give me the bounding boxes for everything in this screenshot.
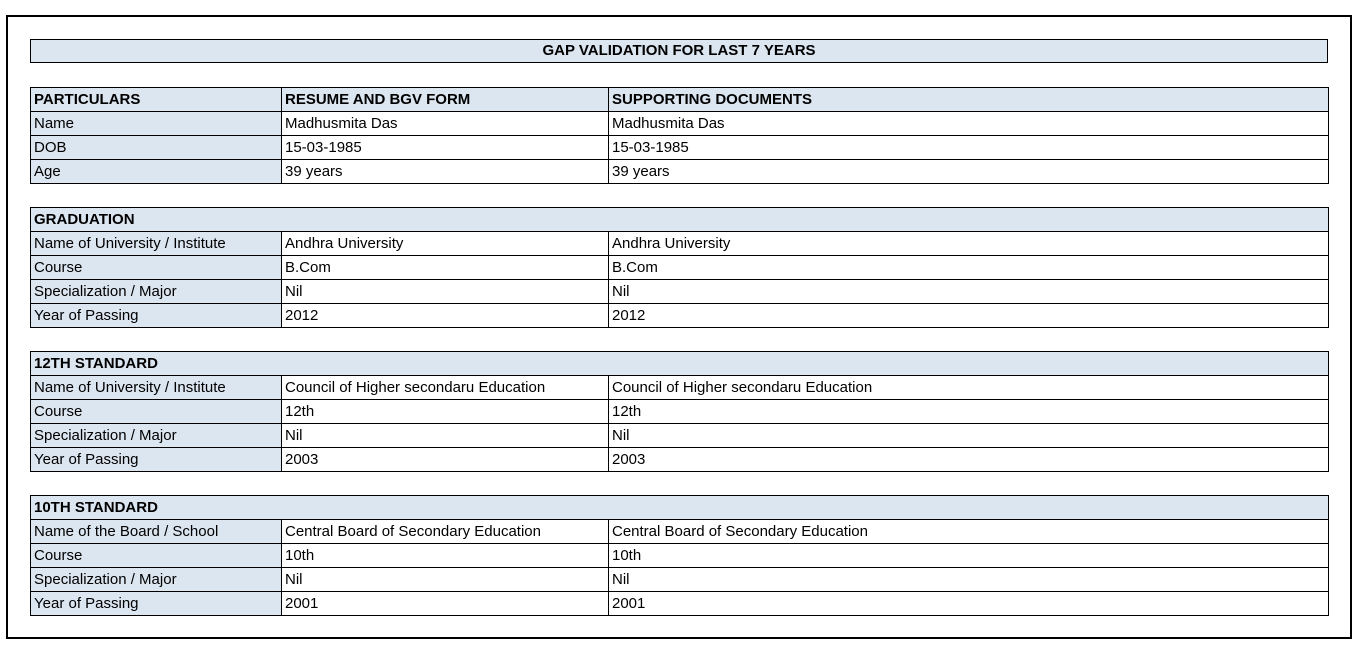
- docs-value: 2003: [609, 448, 1329, 472]
- section-heading-row: [31, 208, 1329, 232]
- docs-value: Council of Higher secondaru Education: [609, 376, 1329, 400]
- row-label: Specialization / Major: [31, 568, 282, 592]
- row-label: Name: [31, 112, 282, 136]
- row-label: Course: [31, 400, 282, 424]
- resume-value: 2012: [282, 304, 609, 328]
- row-label: Name of University / Institute: [31, 232, 282, 256]
- section-heading-row: [31, 352, 1329, 376]
- resume-value: 2003: [282, 448, 609, 472]
- resume-value: Andhra University: [282, 232, 609, 256]
- resume-value: Nil: [282, 280, 609, 304]
- table-row: [31, 448, 1329, 472]
- header-resume-bgv: RESUME AND BGV FORM: [282, 88, 609, 112]
- resume-value: 39 years: [282, 160, 609, 184]
- row-label: Name of University / Institute: [31, 376, 282, 400]
- docs-value: Madhusmita Das: [609, 112, 1329, 136]
- docs-value: Andhra University: [609, 232, 1329, 256]
- row-label: Year of Passing: [31, 592, 282, 616]
- graduation-table: [30, 207, 1329, 328]
- docs-value: Nil: [609, 568, 1329, 592]
- docs-value: 10th: [609, 544, 1329, 568]
- resume-value: 12th: [282, 400, 609, 424]
- row-label: Year of Passing: [31, 304, 282, 328]
- section-heading-10th: 10TH STANDARD: [31, 496, 1329, 520]
- row-label: Course: [31, 544, 282, 568]
- table-row: [31, 592, 1329, 616]
- section-heading-12th: 12TH STANDARD: [31, 352, 1329, 376]
- section-heading-graduation: GRADUATION: [31, 208, 1329, 232]
- resume-value: 15-03-1985: [282, 136, 609, 160]
- table-header-row: [31, 88, 1329, 112]
- row-label: Specialization / Major: [31, 424, 282, 448]
- table-row: [31, 280, 1329, 304]
- table-row: [31, 256, 1329, 280]
- table-row: [31, 568, 1329, 592]
- table-row: [31, 112, 1329, 136]
- docs-value: 39 years: [609, 160, 1329, 184]
- docs-value: Nil: [609, 280, 1329, 304]
- table-row: [31, 544, 1329, 568]
- table-row: [31, 376, 1329, 400]
- section-heading-row: [31, 496, 1329, 520]
- header-particulars: PARTICULARS: [31, 88, 282, 112]
- row-label: Name of the Board / School: [31, 520, 282, 544]
- resume-value: Nil: [282, 568, 609, 592]
- resume-value: Madhusmita Das: [282, 112, 609, 136]
- resume-value: Central Board of Secondary Education: [282, 520, 609, 544]
- row-label: Year of Passing: [31, 448, 282, 472]
- docs-value: 2001: [609, 592, 1329, 616]
- docs-value: 15-03-1985: [609, 136, 1329, 160]
- twelfth-standard-table: [30, 351, 1329, 472]
- page-title: GAP VALIDATION FOR LAST 7 YEARS: [30, 39, 1328, 63]
- personal-details-table: [30, 87, 1329, 184]
- resume-value: Nil: [282, 424, 609, 448]
- row-label: Specialization / Major: [31, 280, 282, 304]
- table-row: [31, 160, 1329, 184]
- table-row: [31, 304, 1329, 328]
- row-label: DOB: [31, 136, 282, 160]
- docs-value: Central Board of Secondary Education: [609, 520, 1329, 544]
- table-row: [31, 136, 1329, 160]
- resume-value: 10th: [282, 544, 609, 568]
- table-row: [31, 520, 1329, 544]
- table-row: [31, 400, 1329, 424]
- row-label: Course: [31, 256, 282, 280]
- docs-value: 12th: [609, 400, 1329, 424]
- resume-value: B.Com: [282, 256, 609, 280]
- docs-value: Nil: [609, 424, 1329, 448]
- table-row: [31, 424, 1329, 448]
- docs-value: 2012: [609, 304, 1329, 328]
- header-supporting-docs: SUPPORTING DOCUMENTS: [609, 88, 1329, 112]
- resume-value: Council of Higher secondaru Education: [282, 376, 609, 400]
- table-row: [31, 232, 1329, 256]
- resume-value: 2001: [282, 592, 609, 616]
- tenth-standard-table: [30, 495, 1329, 616]
- row-label: Age: [31, 160, 282, 184]
- docs-value: B.Com: [609, 256, 1329, 280]
